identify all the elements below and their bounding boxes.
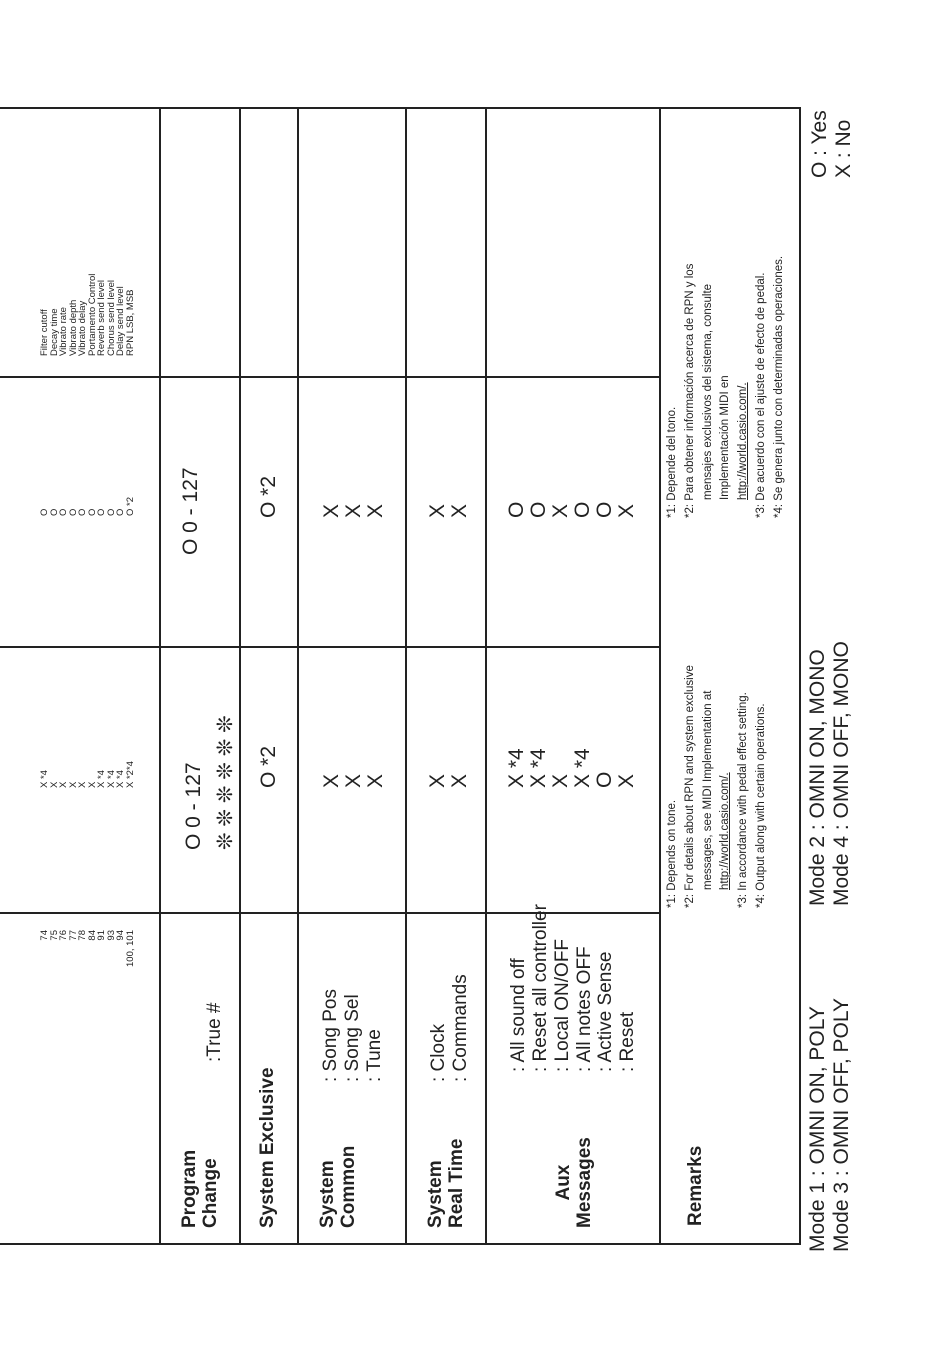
controller-number: 77	[67, 930, 79, 941]
cell-value: X	[342, 503, 366, 518]
aux-messages-items	[508, 904, 639, 1072]
cell-value: Vibrato delay	[77, 300, 88, 356]
program-change-sublabel: :True #	[204, 1002, 225, 1062]
controller-number: 76	[58, 930, 69, 941]
remark-note: *1: Depende del tono.	[666, 406, 678, 518]
controller-number: 74	[39, 930, 50, 941]
remark-note: *4: Output along with certain operations.	[755, 703, 768, 908]
modes-right	[806, 641, 854, 906]
legend	[808, 110, 856, 178]
list-item: : Tune	[363, 1029, 385, 1082]
cell-value: X	[448, 773, 472, 788]
cell-value: Vibrato depth	[67, 299, 79, 356]
controller-recognized	[40, 497, 135, 516]
system-common-recognized	[321, 504, 387, 518]
row-label: Program	[179, 1149, 200, 1228]
cell-value: X	[320, 773, 343, 788]
list-item: : Song Sel	[341, 994, 363, 1082]
cell-value: Decay time	[48, 308, 60, 356]
cell-value: O	[105, 508, 117, 516]
controller-remarks	[40, 274, 135, 356]
cell-value: X	[342, 773, 366, 788]
cell-value: X *2*4	[124, 761, 136, 788]
cell-value: O	[593, 771, 617, 788]
row-label: System	[317, 1160, 338, 1228]
program-change-label	[180, 1150, 221, 1228]
mode-text: Mode 4 : OMNI OFF, MONO	[830, 641, 854, 906]
cell-value: X *4	[571, 748, 595, 788]
controller-number: 84	[86, 930, 98, 941]
row-label: Messages	[573, 1137, 595, 1228]
legend-yes: O : Yes	[808, 110, 831, 178]
controller-transmitted	[40, 761, 135, 788]
cell-value: X *4	[505, 748, 528, 788]
aux-messages-recognized	[506, 502, 638, 518]
row-divider	[485, 107, 487, 1245]
system-exclusive-transmitted: O *2	[257, 745, 280, 788]
list-item: : Reset all controller	[529, 904, 551, 1072]
remarks-label: Remarks	[685, 1145, 706, 1226]
cell-value: X	[549, 773, 573, 788]
cell-value: O	[527, 501, 551, 518]
aux-messages-label	[554, 1137, 595, 1228]
cell-value: O	[593, 501, 617, 518]
system-common-transmitted	[321, 774, 387, 788]
remark-note: Implementación MIDI en	[719, 375, 732, 500]
remark-note: *3: In accordance with pedal effect setting.	[737, 692, 750, 908]
table-bottom-border	[0, 1243, 801, 1245]
row-divider	[659, 107, 661, 1245]
cell-value: Chorus send level	[105, 279, 117, 356]
list-item: : Song Pos	[320, 989, 341, 1082]
controller-number: 100, 101	[124, 930, 136, 967]
cell-value: X *4	[105, 770, 117, 788]
cell-value: O 0 - 127	[182, 762, 205, 850]
remark-note: *2: Para obtener información acerca de RPN y los	[683, 263, 696, 518]
cell-value: X	[426, 503, 449, 518]
mode-text: Mode 2 : OMNI ON, MONO	[806, 649, 829, 906]
cell-value: X	[364, 773, 388, 788]
row-divider	[159, 107, 161, 1245]
cell-value: X	[615, 773, 639, 788]
mode-text: Mode 3 : OMNI OFF, POLY	[830, 997, 854, 1252]
remark-link[interactable]: http://world.casio.com/.	[737, 382, 750, 500]
controller-number: 93	[105, 930, 117, 941]
controller-number: 94	[115, 930, 126, 941]
cell-value: X *4	[527, 748, 551, 788]
cell-value: O	[96, 508, 107, 516]
aux-messages-transmitted	[506, 748, 638, 788]
remarks-spanish	[664, 256, 789, 518]
cell-value: O	[505, 501, 528, 518]
list-item: : Local ON/OFF	[551, 938, 573, 1072]
legend-no: X : No	[832, 119, 856, 178]
system-real-time-items	[428, 974, 472, 1082]
cell-value: O	[77, 508, 88, 516]
system-common-items	[320, 989, 386, 1082]
remarks-english	[664, 665, 771, 908]
cell-value: Filter cutoff	[39, 309, 50, 356]
cell-value: X *4	[115, 770, 126, 788]
controller-numbers	[40, 930, 135, 1010]
list-item: : Reset	[617, 1011, 639, 1072]
system-exclusive-label: System Exclusive	[257, 1067, 278, 1228]
system-common-label	[318, 1146, 359, 1228]
cell-value: O	[48, 508, 60, 516]
remark-note: *4: Se genera junto con determinadas operaciones.	[772, 255, 785, 518]
cell-value: X	[67, 781, 79, 788]
list-item: : Commands	[449, 974, 471, 1082]
row-label: Change	[199, 1158, 221, 1228]
table-right-border	[799, 107, 801, 1245]
cell-value: Vibrato rate	[58, 307, 69, 356]
cell-value: O *2	[124, 496, 136, 516]
cell-value: O	[571, 501, 595, 518]
cell-value: O	[86, 508, 98, 516]
modes-left	[806, 998, 854, 1252]
system-real-time-transmitted	[427, 774, 471, 788]
row-label: Common	[337, 1145, 359, 1228]
cell-value: X	[615, 503, 639, 518]
row-label: Real Time	[445, 1138, 467, 1228]
controller-number: 75	[48, 930, 60, 941]
cell-value: Delay send level	[115, 286, 126, 356]
remark-note: *2: For details about RPN and system exclusive	[683, 665, 696, 908]
remark-link[interactable]: http://world.casio.com/.	[719, 772, 732, 890]
cell-value: Portamento Control	[86, 273, 98, 356]
cell-value: X	[48, 781, 60, 788]
remark-note: mensajes exclusivos del sistema, consulte	[701, 283, 714, 500]
list-item: : Active Sense	[595, 951, 617, 1072]
row-divider	[297, 107, 299, 1245]
column-divider	[0, 646, 659, 648]
cell-value: X	[426, 773, 449, 788]
row-label: Aux	[553, 1164, 574, 1201]
cell-value: X	[58, 781, 69, 788]
cell-value: X	[549, 503, 573, 518]
system-real-time-recognized	[427, 504, 471, 518]
cell-value: X	[77, 781, 88, 788]
program-change-recognized: O 0 - 127	[179, 467, 202, 555]
cell-value: O	[39, 508, 50, 516]
row-divider	[239, 107, 241, 1245]
list-item: : Clock	[428, 1023, 449, 1082]
system-real-time-label	[426, 1139, 467, 1228]
cell-value: X	[320, 503, 343, 518]
remark-note: *3: De acuerdo con el ajuste de efecto de pedal.	[755, 272, 768, 518]
list-item: : All sound off	[508, 958, 529, 1072]
cell-value: Reverb send level	[96, 279, 107, 356]
column-divider	[0, 376, 659, 378]
table-top-border	[0, 107, 801, 109]
cell-value: O	[115, 508, 126, 516]
controller-number: 91	[96, 930, 107, 941]
remark-note: messages, see MIDI Implementation at	[701, 690, 714, 890]
cell-value: X	[86, 781, 98, 788]
cell-value: X	[364, 503, 388, 518]
system-exclusive-recognized: O *2	[257, 475, 280, 518]
row-divider	[405, 107, 407, 1245]
list-item: : All notes OFF	[573, 946, 595, 1072]
cell-value: O	[67, 508, 79, 516]
controller-number: 78	[77, 930, 88, 941]
row-label: System	[425, 1160, 446, 1228]
program-change-transmitted	[178, 715, 241, 850]
remark-note: *1: Depends on tone.	[666, 799, 678, 908]
cell-value: O	[58, 508, 69, 516]
cell-value: RPN LSB, MSB	[124, 289, 136, 356]
cell-value: X *4	[96, 770, 107, 788]
cell-value: ❊ ❊ ❊ ❊ ❊ ❊	[213, 715, 237, 850]
mode-text: Mode 1 : OMNI ON, POLY	[806, 1006, 829, 1252]
cell-value: X *4	[39, 770, 50, 788]
cell-value: X	[448, 503, 472, 518]
